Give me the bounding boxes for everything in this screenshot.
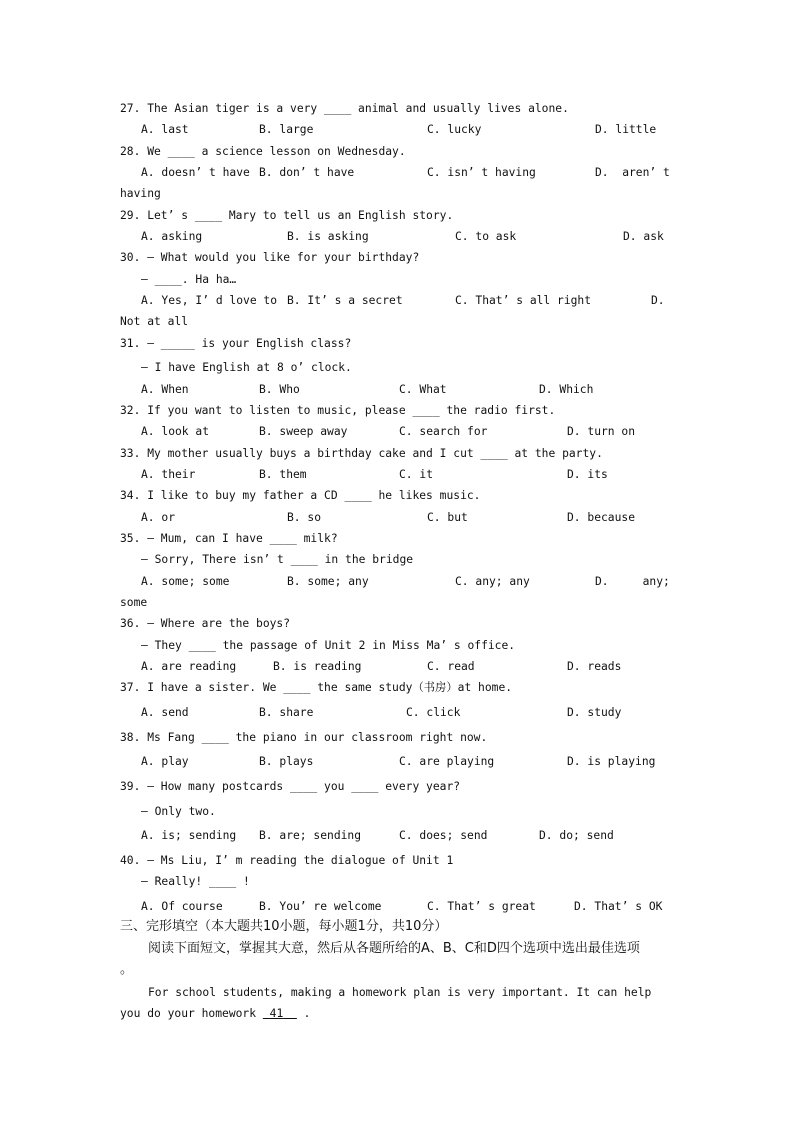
question-29-option-a: A. asking bbox=[141, 230, 203, 243]
question-38-option-c: C. are playing bbox=[399, 755, 495, 768]
passage-line-1: For school students, making a homework plan is very important. It can help bbox=[148, 986, 652, 999]
question-30-option-a: A. Yes, I’ d love to bbox=[141, 294, 278, 307]
question-37-option-a: A. send bbox=[141, 706, 189, 719]
question-37-option-b: B. share bbox=[259, 706, 314, 719]
question-40-stem: 40. — Ms Liu, I’ m reading the dialogue of Unit 1 bbox=[120, 854, 454, 867]
question-30-reply: — ____. Ha ha… bbox=[141, 273, 237, 286]
question-34-option-c: C. but bbox=[427, 511, 468, 524]
question-27-option-d: D. little bbox=[595, 123, 657, 136]
question-35-option-b: B. some; any bbox=[287, 575, 369, 588]
passage-line-2 bbox=[120, 1007, 310, 1021]
question-30-stem: 30. — What would you like for your birthday? bbox=[120, 251, 420, 264]
passage-line-2-suffix: . bbox=[296, 1007, 311, 1020]
question-31-option-c: C. What bbox=[399, 383, 447, 396]
question-27-option-b: B. large bbox=[259, 123, 314, 136]
question-36-stem: 36. — Where are the boys? bbox=[120, 617, 291, 630]
question-36-option-a: A. are reading bbox=[141, 660, 237, 673]
section-instruction: 阅读下面短文，掌握其大意，然后从各题所给的A、B、C和D四个选项中选出最佳选项 bbox=[148, 941, 640, 956]
question-39-option-c: C. does; send bbox=[399, 829, 488, 842]
question-34-stem: 34. I like to buy my father a CD ____ he likes music. bbox=[120, 489, 481, 502]
question-33-stem: 33. My mother usually buys a birthday cake and I cut ____ at the party. bbox=[120, 447, 603, 460]
question-32-option-c: C. search for bbox=[399, 425, 488, 438]
question-31-option-b: B. Who bbox=[259, 383, 300, 396]
question-36-option-b: B. is reading bbox=[273, 660, 362, 673]
question-28-option-c: C. isn’ t having bbox=[427, 166, 536, 179]
question-33-option-d: D. its bbox=[567, 468, 608, 481]
question-40-reply: — Really! ____ ! bbox=[141, 875, 250, 888]
question-35-option-wrap: some bbox=[120, 596, 148, 609]
question-37-option-d: D. study bbox=[567, 706, 622, 719]
question-39-option-a: A. is; sending bbox=[141, 829, 237, 842]
question-32-option-b: B. sweep away bbox=[259, 425, 348, 438]
question-39-stem: 39. — How many postcards ____ you ____ every year? bbox=[120, 780, 461, 793]
question-29-option-d: D. ask bbox=[623, 230, 664, 243]
question-32-option-d: D. turn on bbox=[567, 425, 636, 438]
question-33-option-a: A. their bbox=[141, 468, 196, 481]
question-38-stem: 38. Ms Fang ____ the piano in our classroom right now. bbox=[120, 731, 488, 744]
question-28-option-a: A. doesn’ t have bbox=[141, 166, 250, 179]
question-40-option-b: B. You’ re welcome bbox=[259, 900, 382, 913]
question-39-reply: — Only two. bbox=[141, 805, 216, 818]
question-34-option-d: D. because bbox=[567, 511, 636, 524]
question-40-option-d: D. That’ s OK bbox=[574, 900, 663, 913]
question-32-option-a: A. look at bbox=[141, 425, 210, 438]
question-30-option-b: B. It’ s a secret bbox=[287, 294, 403, 307]
question-30-option-c: C. That’ s all right bbox=[455, 294, 592, 307]
question-31-option-a: A. When bbox=[141, 383, 189, 396]
section-instruction-wrap: 。 bbox=[120, 962, 134, 977]
question-37-stem: 37. I have a sister. We ____ the same study（书房）at home. bbox=[120, 681, 513, 694]
question-31-option-d: D. Which bbox=[539, 383, 594, 396]
question-33-option-b: B. them bbox=[259, 468, 307, 481]
question-36-option-c: C. read bbox=[427, 660, 475, 673]
question-29-stem: 29. Let’ s ____ Mary to tell us an English story. bbox=[120, 209, 454, 222]
question-27-option-a: A. last bbox=[141, 123, 189, 136]
question-35-option-c: C. any; any bbox=[455, 575, 530, 588]
question-30-option-wrap: Not at all bbox=[120, 315, 189, 328]
question-29-option-b: B. is asking bbox=[287, 230, 369, 243]
section-heading: 三、完形填空（本大题共10小题，每小题1分，共10分） bbox=[120, 919, 448, 934]
question-27-stem: 27. The Asian tiger is a very ____ animal and usually lives alone. bbox=[120, 102, 569, 115]
question-40-option-c: C. That’ s great bbox=[427, 900, 536, 913]
question-34-option-a: A. or bbox=[141, 511, 176, 524]
question-39-option-d: D. do; send bbox=[539, 829, 614, 842]
question-28-option-b: B. don’ t have bbox=[259, 166, 355, 179]
question-34-option-b: B. so bbox=[287, 511, 322, 524]
question-35-option-d: D. any; bbox=[595, 575, 670, 588]
question-35-option-a: A. some; some bbox=[141, 575, 230, 588]
question-29-option-c: C. to ask bbox=[455, 230, 517, 243]
passage-line-2-prefix: you do your homework bbox=[120, 1007, 263, 1020]
question-35-reply: — Sorry, There isn’ t ____ in the bridge bbox=[141, 553, 414, 566]
question-39-option-b: B. are; sending bbox=[259, 829, 362, 842]
question-38-option-b: B. plays bbox=[259, 755, 314, 768]
question-36-reply: — They ____ the passage of Unit 2 in Miss Ma’ s office. bbox=[141, 639, 516, 652]
question-27-option-c: C. lucky bbox=[427, 123, 482, 136]
question-38-option-d: D. is playing bbox=[567, 755, 656, 768]
question-38-option-a: A. play bbox=[141, 755, 189, 768]
question-31-stem: 31. — _____ is your English class? bbox=[120, 337, 352, 350]
question-40-option-a: A. Of course bbox=[141, 900, 223, 913]
question-31-reply: — I have English at 8 o’ clock. bbox=[141, 361, 352, 374]
question-28-option-d: D. aren’ t bbox=[595, 166, 670, 179]
question-37-option-c: C. click bbox=[406, 706, 461, 719]
question-35-stem: 35. — Mum, can I have ____ milk? bbox=[120, 532, 338, 545]
blank-41: 41 bbox=[269, 1007, 284, 1020]
question-32-stem: 32. If you want to listen to music, please ____ the radio first. bbox=[120, 404, 556, 417]
question-33-option-c: C. it bbox=[399, 468, 434, 481]
question-30-option-d: D. bbox=[651, 294, 665, 307]
question-28-stem: 28. We ____ a science lesson on Wednesday. bbox=[120, 145, 406, 158]
question-36-option-d: D. reads bbox=[567, 660, 622, 673]
question-28-option-wrap: having bbox=[120, 187, 161, 200]
